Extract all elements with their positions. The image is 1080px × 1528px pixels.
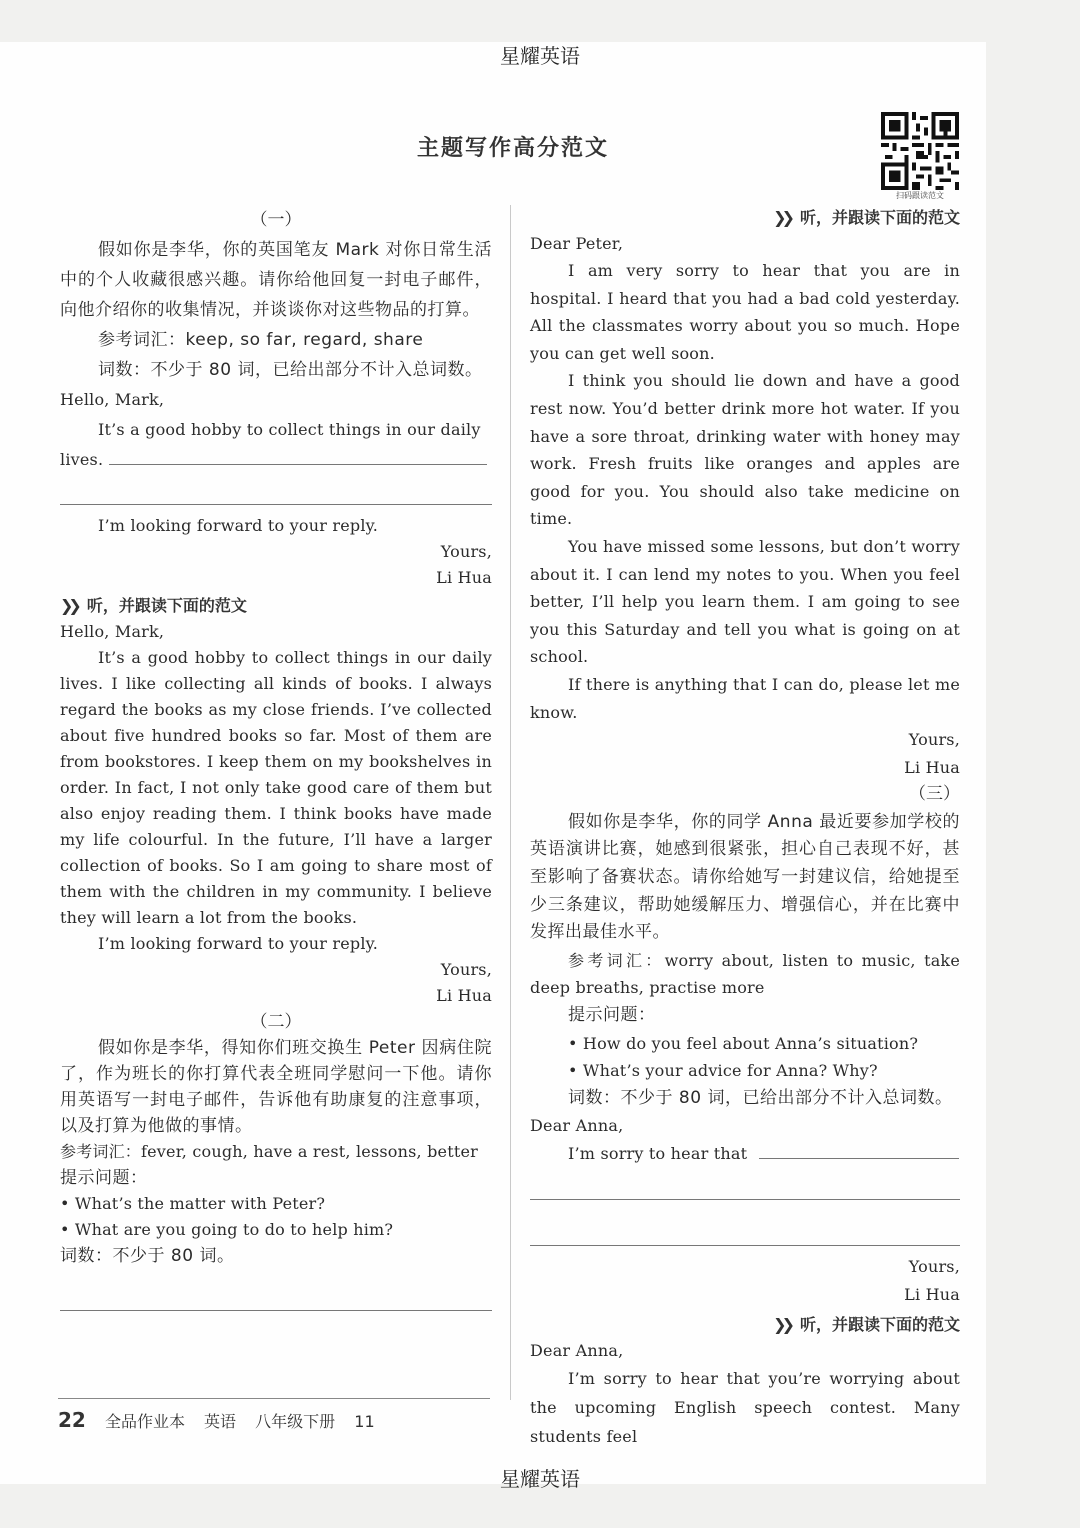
section-1-vocab: 参考词汇：keep, so far, regard, share: [98, 330, 424, 350]
section-3-prompt: 假如你是李华，你的同学 Anna 最近要参加学校的英语演讲比赛，她感到很紧张，担心自己表现不好，甚至影响了备赛状态。请你给她写一封建议信，给她提至少三条建议，帮助她缓解压力、增强信心，并在比赛中发挥出最佳水平。: [530, 811, 960, 943]
listen-header-3: ❯❯ 听，并跟读下面的范文: [530, 1312, 960, 1338]
model-1-name: Li Hua: [436, 986, 492, 1005]
section-3-hint: • What’s your advice for Anna? Why?: [568, 1061, 878, 1081]
section-3-signoff: Yours,: [908, 1256, 960, 1276]
section-2-hint: • What are you going to do to help him?: [60, 1220, 394, 1239]
section-1-word-count: 词数：不少于 80 词，已给出部分不计入总词数。: [98, 360, 483, 380]
writing-blank[interactable]: [109, 463, 487, 465]
model-2-paragraph: I am very sorry to hear that you are in hospital. I heard that you had a bad cold yesterday. All the classmates worry about you so much. Hope you can get well soon.: [530, 261, 960, 363]
section-3-word-count: 词数：不少于 80 词，已给出部分不计入总词数。: [568, 1087, 953, 1108]
left-column: [60, 205, 492, 1311]
page-number: 22: [58, 1408, 86, 1432]
section-2-number: （二）: [250, 1012, 302, 1032]
section-2-hint-title: 提示问题：: [60, 1168, 148, 1188]
section-3-name: Li Hua: [904, 1284, 960, 1304]
model-3-greeting: Dear Anna,: [530, 1340, 624, 1360]
listen-header-2: ❯❯ 听，并跟读下面的范文: [530, 205, 960, 231]
grade: 八年级下册: [255, 1412, 336, 1431]
book-name: 全品作业本: [104, 1412, 185, 1431]
section-1-name: Li Hua: [436, 568, 492, 587]
section-3-start-line: [530, 1140, 960, 1168]
footer: [58, 1408, 389, 1432]
footer-rule: [58, 1398, 490, 1399]
section-1-number: （一）: [250, 210, 302, 230]
writing-line[interactable]: [60, 1309, 492, 1311]
brand-header: 星耀英语: [500, 44, 580, 68]
section-1-signoff: Yours,: [440, 542, 492, 561]
section-3-hint-title: 提示问题：: [568, 1005, 656, 1026]
section-1-start-cont: lives.: [60, 450, 104, 469]
section-2-vocab: 参考词汇：fever, cough, have a rest, lessons, better: [60, 1142, 478, 1161]
section-3-number: （三）: [909, 784, 960, 805]
model-2-paragraph: If there is anything that I can do, please let me know.: [530, 674, 960, 722]
model-2-name: Li Hua: [904, 757, 960, 777]
model-1-greeting: Hello, Mark,: [60, 622, 165, 641]
column-divider: [510, 205, 511, 1400]
section-2-prompt: 假如你是李华，得知你们班交换生 Peter 因病住院了，作为班长的你打算代表全班同学慰问一下他。请你用英语写一封电子邮件，告诉他有助康复的注意事项，以及打算为他做的事情。: [60, 1038, 492, 1136]
listen-header-1: ❯❯ 听，并跟读下面的范文: [60, 593, 492, 619]
right-column: [530, 205, 960, 1451]
double-chevron-icon: ❯❯: [773, 1314, 790, 1334]
writing-blank[interactable]: [759, 1157, 959, 1159]
brand-footer: 星耀英语: [500, 1467, 580, 1491]
section-1-closing: I’m looking forward to your reply.: [98, 516, 379, 535]
qr-caption: 扫码跟读范文: [896, 191, 944, 200]
section-1-greeting: Hello, Mark,: [60, 390, 165, 409]
section-1-start: It’s a good hobby to collect things in our daily: [98, 420, 481, 439]
section-1-prompt: 假如你是李华，你的英国笔友 Mark 对你日常生活中的个人收藏很感兴趣。请你给他回复一封电子邮件，向他介绍你的收集情况，并谈谈你对这些物品的打算。: [60, 240, 492, 320]
double-chevron-icon: ❯❯: [773, 208, 790, 227]
double-chevron-icon: ❯❯: [60, 596, 77, 615]
section-1-start-line: [60, 445, 492, 475]
unit-number: 11: [354, 1412, 375, 1431]
section-3-start: I’m sorry to hear that: [568, 1144, 748, 1163]
subject: 英语: [204, 1412, 237, 1431]
model-2-paragraph: I think you should lie down and have a good rest now. You’d better drink more hot water. If you have a sore throat, drinking water with honey may work. Fresh fruits like oranges and apples are good for you. You should also take medicine on time.: [530, 371, 960, 529]
section-3-hint: • How do you feel about Anna’s situation?: [568, 1033, 919, 1053]
model-2-greeting: Dear Peter,: [530, 234, 624, 253]
model-3-body: I’m sorry to hear that you’re worrying about the upcoming English speech contest. Many students feel: [530, 1368, 960, 1446]
section-2-word-count: 词数：不少于 80 词。: [60, 1246, 235, 1266]
section-3-vocab: 参考词汇：worry about, listen to music, take deep breaths, practise more: [530, 950, 960, 998]
section-3-greeting: Dear Anna,: [530, 1116, 624, 1136]
model-1-closing: I’m looking forward to your reply.: [98, 934, 379, 953]
model-2-signoff: Yours,: [908, 730, 960, 750]
model-2-paragraph: You have missed some lessons, but don’t worry about it. I can lend my notes to you. When you feel better, I’ll help you learn them. I am going to see you this Saturday and tell you what is going on at school.: [530, 536, 960, 667]
model-1-body: It’s a good hobby to collect things in our daily lives. I like collecting all kinds of books. I always regard the books as my close friends. I’ve collected about five hundred books so far. Most of them are from bookstores. I keep them on my bookshelves in order. In fact, I not only take good care of them but also enjoy reading them. I think books have made my life colourful. In the future, I’ll have a larger collection of books. So I am going to share most of them with the children in my community. I believe they will learn a lot from the books.: [60, 648, 492, 927]
model-1-signoff: Yours,: [440, 960, 492, 979]
qr-code-icon[interactable]: [880, 112, 960, 190]
page-title: 主题写作高分范文: [416, 136, 609, 161]
section-2-hint: • What’s the matter with Peter?: [60, 1194, 326, 1213]
